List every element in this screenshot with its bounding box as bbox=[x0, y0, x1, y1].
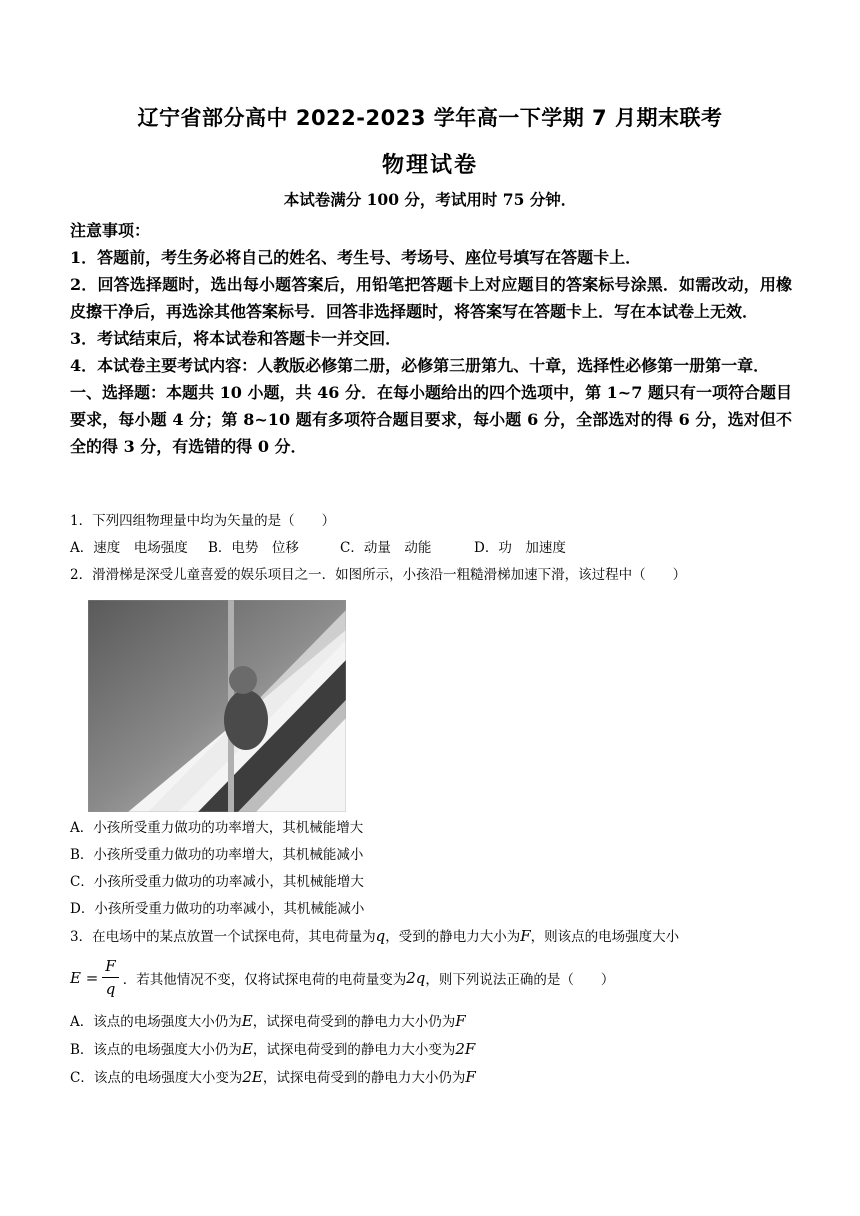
charge-var: 2q bbox=[406, 968, 426, 987]
exam-info: 本试卷满分 100 分，考试用时 75 分钟． bbox=[283, 190, 577, 209]
question-stem: 1．下列四组物理量中均为矢量的是（ ） bbox=[70, 513, 336, 529]
note-item: 2．回答选择题时，选出每小题答案后，用铅笔把答题卡上对应题目的答案标号涂黑．如需改动，用橡皮擦干净后，再选涂其他答案标号．回答非选择题时，将答案写在答题卡上．写在本试卷上无效． bbox=[70, 275, 792, 321]
option-text: A．该点的电场强度大小仍为 bbox=[70, 1014, 242, 1030]
option-var: E bbox=[241, 1012, 253, 1030]
option-var: E bbox=[241, 1040, 253, 1058]
option-b bbox=[70, 1036, 790, 1064]
option-var: F bbox=[455, 1012, 466, 1030]
option-a: A．小孩所受重力做功的功率增大，其机械能增大 bbox=[70, 820, 364, 836]
question-stem bbox=[70, 923, 790, 951]
notes-heading: 注意事项： bbox=[70, 221, 151, 240]
option-d: D．功 加速度 bbox=[474, 540, 566, 556]
question-options bbox=[70, 535, 790, 562]
field-formula bbox=[70, 955, 123, 1000]
note-item: 4．本试卷主要考试内容：人教版必修第二册，必修第三册第九、十章，选择性必修第一册第一章． bbox=[70, 356, 770, 375]
stem-text: ，受到的静电力大小为 bbox=[385, 929, 521, 945]
option-var: F bbox=[465, 1068, 476, 1086]
option-b: B．小孩所受重力做功的功率增大，其机械能减小 bbox=[70, 847, 364, 863]
section-heading: 一、选择题：本题共 10 小题，共 46 分．在每小题给出的四个选项中，第 1~7 题只有一项符合题目要求，每小题 4 分；第 8~10 题有多项符合题目要求，每小题 6 分，全部选对的得 6 分，选对但不全的得 3 分，有选错的得 0 分． bbox=[70, 383, 792, 456]
option-var: 2E bbox=[242, 1068, 263, 1086]
option-text: ，试探电荷受到的静电力大小仍为 bbox=[252, 1014, 456, 1030]
question-1 bbox=[70, 508, 790, 589]
formula-numerator: F bbox=[102, 955, 118, 978]
option-c bbox=[70, 1064, 790, 1092]
exam-title: 辽宁省部分高中 2022-2023 学年高一下学期 7 月期末联考 bbox=[137, 106, 723, 130]
option-c: C．小孩所受重力做功的功率减小，其机械能增大 bbox=[70, 874, 364, 890]
option-c: C．动量 动能 bbox=[340, 540, 432, 556]
option-var: 2F bbox=[455, 1040, 476, 1058]
option-text: B．该点的电场强度大小仍为 bbox=[70, 1042, 242, 1058]
option-b: B．电势 位移 bbox=[208, 540, 299, 556]
question-3 bbox=[70, 923, 790, 1092]
stem-text: ．若其他情况不变，仅将试探电荷的电荷量变为 bbox=[122, 971, 407, 988]
formula-denominator: q bbox=[105, 980, 116, 998]
stem-text: ，则下列说法正确的是（ ） bbox=[425, 971, 615, 988]
note-item: 1．答题前，考生务必将自己的姓名、考生号、考场号、座位号填写在答题卡上． bbox=[70, 248, 642, 267]
question-2-options bbox=[70, 815, 790, 923]
option-d: D．小孩所受重力做功的功率减小，其机械能减小 bbox=[70, 901, 365, 917]
stem-text: ，则该点的电场强度大小 bbox=[530, 929, 680, 945]
question-stem: 2．滑滑梯是深受儿童喜爱的娱乐项目之一．如图所示，小孩沿一粗糙滑梯加速下滑，该过程中（ ） bbox=[70, 567, 687, 583]
formula-fraction bbox=[102, 955, 118, 1000]
option-a bbox=[70, 1008, 790, 1036]
slide-photo bbox=[88, 600, 346, 812]
force-var: F bbox=[520, 927, 531, 945]
formula-lhs: E = bbox=[70, 968, 99, 987]
option-text: ，试探电荷受到的静电力大小变为 bbox=[252, 1042, 456, 1058]
notes-section bbox=[70, 217, 792, 460]
question-stem-formula bbox=[70, 955, 790, 1000]
subject-title: 物理试卷 bbox=[381, 153, 478, 178]
note-item: 3．考试结束后，将本试卷和答题卡一并交回． bbox=[70, 329, 402, 348]
option-a: A．速度 电场强度 bbox=[70, 540, 188, 556]
option-text: ，试探电荷受到的静电力大小仍为 bbox=[262, 1070, 466, 1086]
stem-text: 3．在电场中的某点放置一个试探电荷，其电荷量为 bbox=[70, 929, 376, 945]
charge-var: q bbox=[375, 927, 386, 945]
option-text: C．该点的电场强度大小变为 bbox=[70, 1070, 243, 1086]
